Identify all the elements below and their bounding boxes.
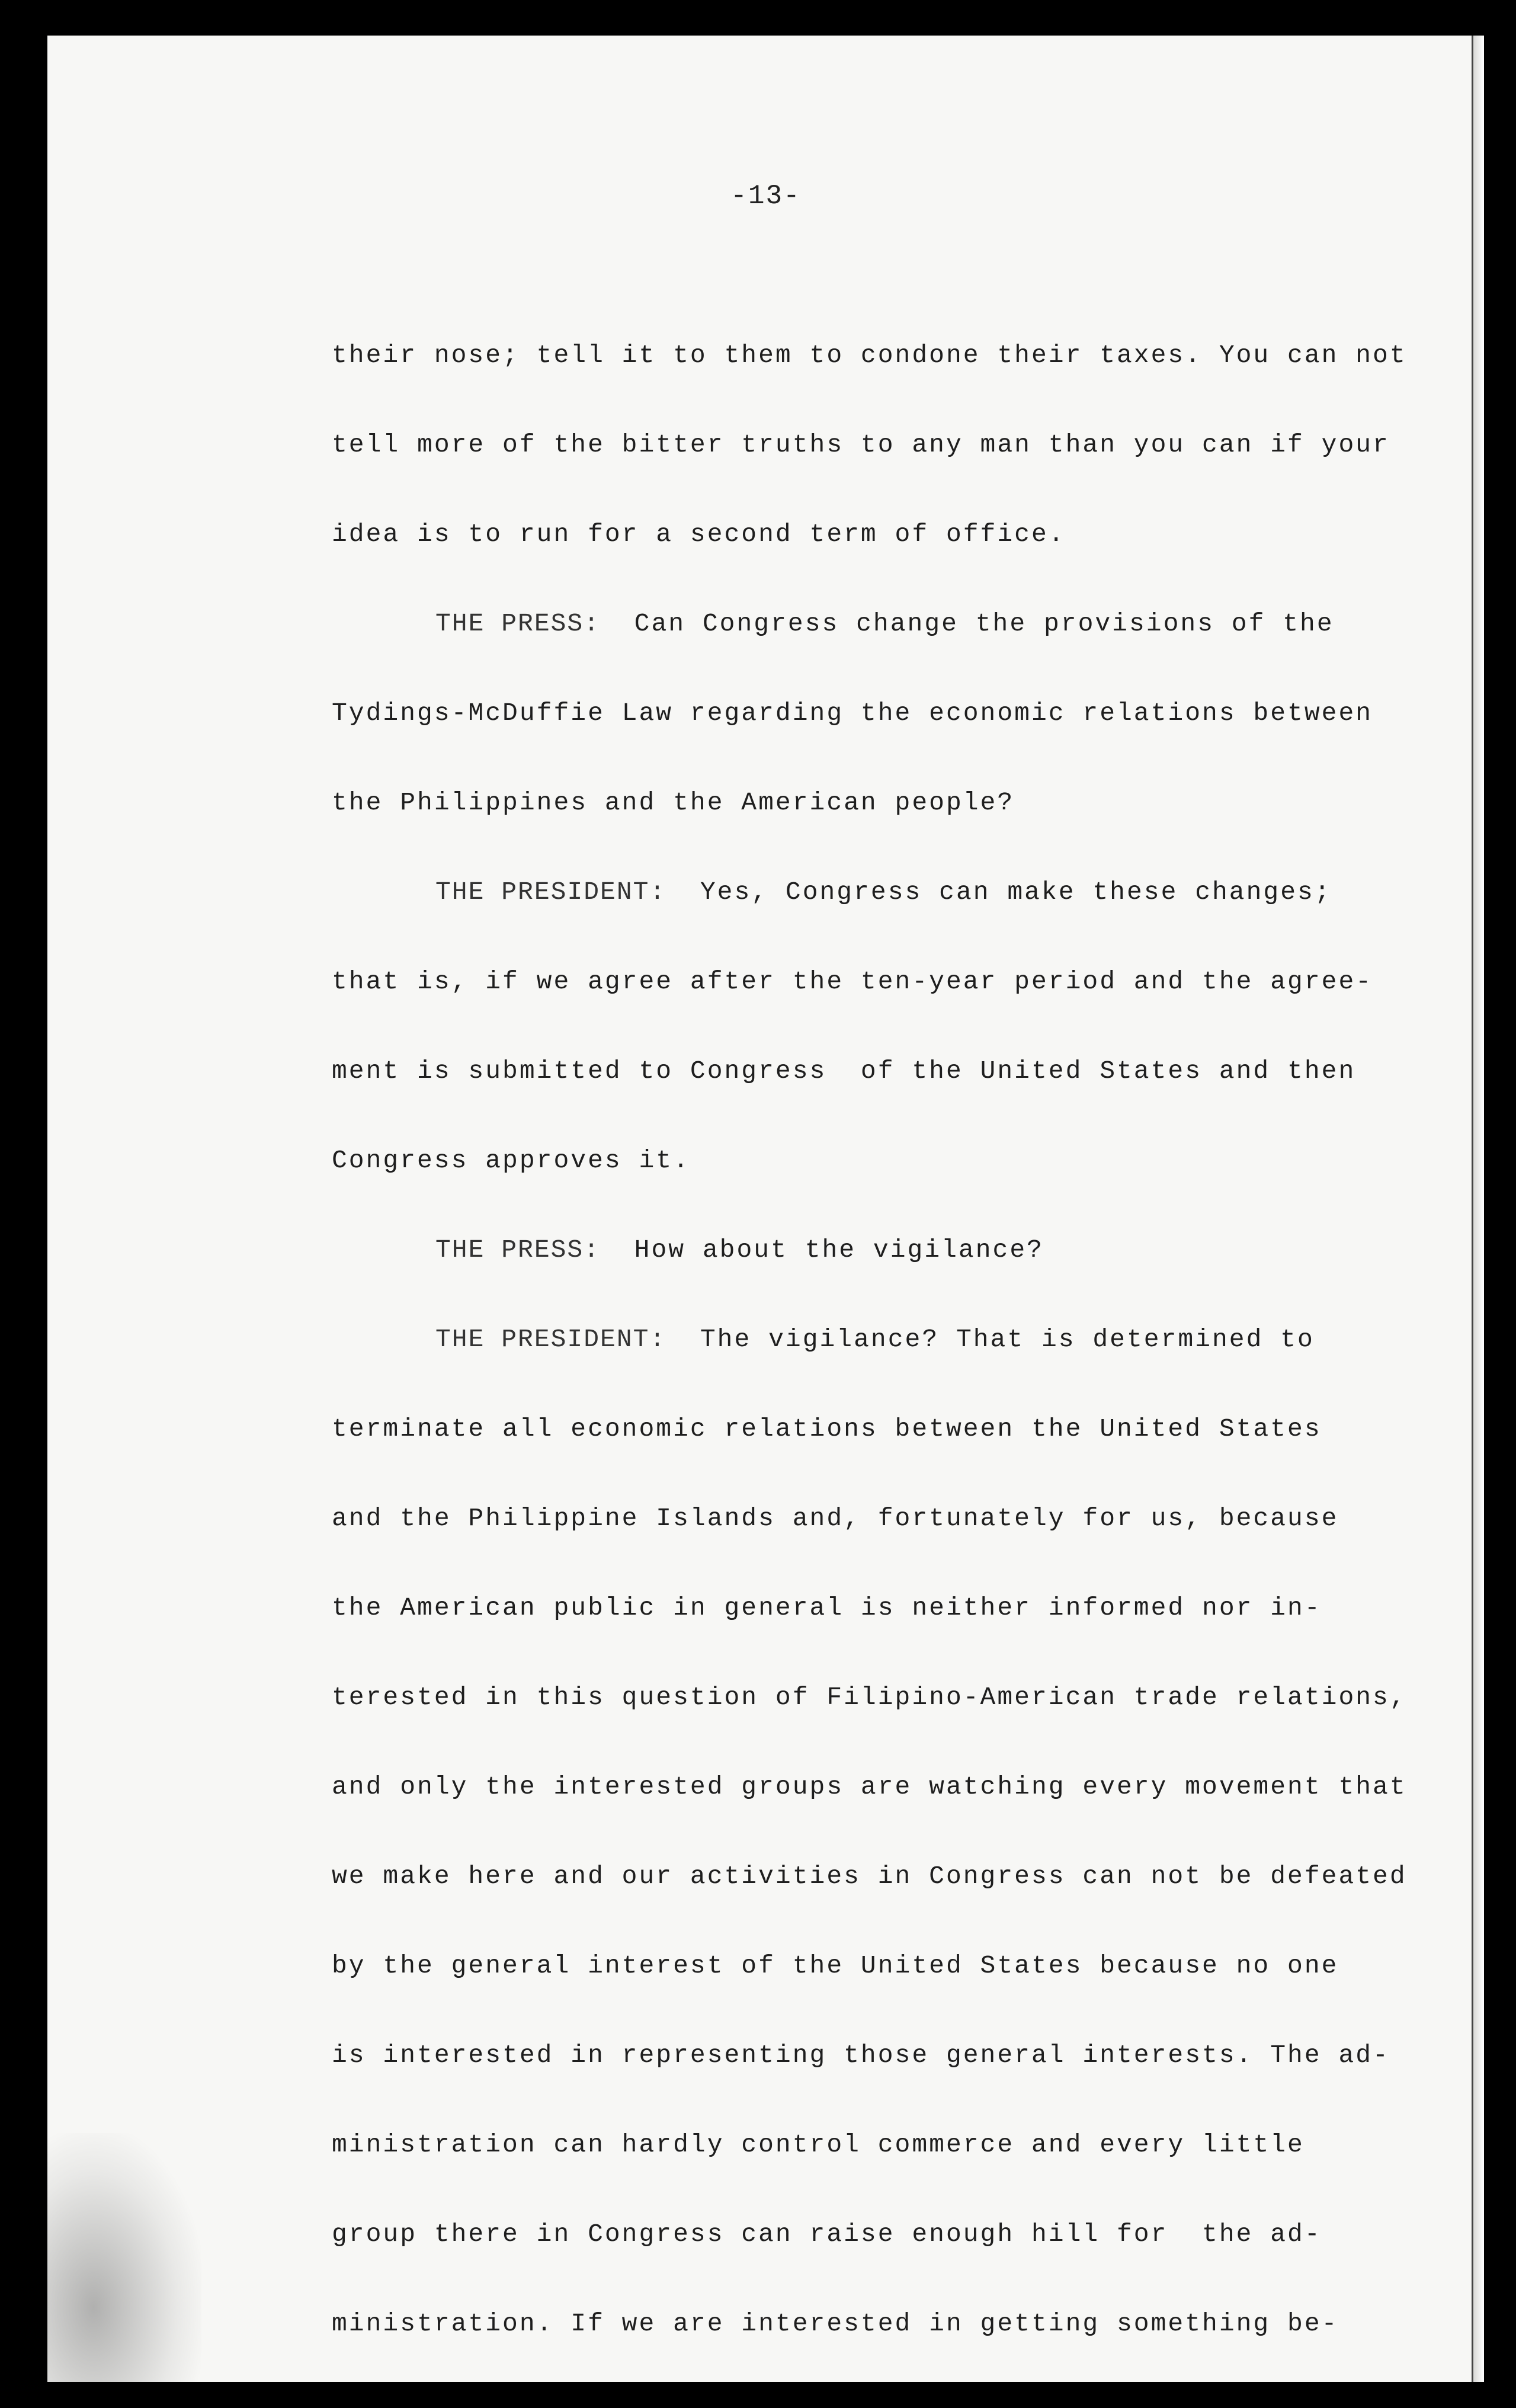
text-line bbox=[332, 1056, 1355, 1085]
text-line bbox=[332, 1504, 1338, 1533]
text-line bbox=[332, 1414, 1322, 1443]
line-text: Congress approves it. bbox=[332, 1146, 690, 1175]
line-text: Tydings-McDuffie Law regarding the economic relations between bbox=[332, 699, 1373, 728]
text-line bbox=[332, 1862, 1407, 1891]
page-smudge bbox=[47, 2133, 201, 2382]
line-text: by the general interest of the United States because no one bbox=[332, 1951, 1339, 1980]
text-line bbox=[332, 788, 1014, 817]
line-text: The vigilance? That is determined to bbox=[700, 1325, 1315, 1354]
text-line bbox=[332, 341, 1407, 370]
speaker-label: THE PRESIDENT: bbox=[435, 1325, 666, 1354]
line-text: their nose; tell it to them to condone their taxes. You can not bbox=[332, 341, 1407, 370]
line-text: Yes, Congress can make these changes; bbox=[700, 878, 1332, 907]
line-text: the Philippines and the American people? bbox=[332, 788, 1015, 817]
page-number: -13- bbox=[730, 181, 801, 212]
text-line bbox=[332, 520, 1066, 549]
dialogue-line bbox=[435, 609, 1334, 638]
line-text: and the Philippine Islands and, fortunately for us, because bbox=[332, 1504, 1339, 1533]
line-text: is interested in representing those general interests. The ad- bbox=[332, 2041, 1390, 2070]
text-line bbox=[332, 2309, 1338, 2338]
line-text: and only the interested groups are watching every movement that bbox=[332, 1772, 1407, 1801]
text-line bbox=[332, 1951, 1338, 1980]
text-line bbox=[332, 430, 1390, 459]
line-text: that is, if we agree after the ten-year period and the agree- bbox=[332, 967, 1373, 996]
line-text: terminate all economic relations between the United States bbox=[332, 1414, 1322, 1443]
line-text: ministration. If we are interested in getting something be- bbox=[332, 2309, 1339, 2338]
speaker-label: THE PRESIDENT: bbox=[435, 878, 666, 907]
speaker-label: THE PRESS: bbox=[435, 609, 601, 638]
dialogue-line bbox=[435, 878, 1332, 907]
line-text: ministration can hardly control commerce and every little bbox=[332, 2130, 1305, 2159]
document-page bbox=[47, 36, 1484, 2382]
text-line bbox=[332, 1146, 690, 1175]
dialogue-line bbox=[435, 1325, 1315, 1354]
line-text: group there in Congress can raise enough hill for the ad- bbox=[332, 2220, 1322, 2249]
line-text: terested in this question of Filipino-American trade relations, bbox=[332, 1683, 1407, 1712]
line-text: the American public in general is neither informed nor in- bbox=[332, 1593, 1322, 1622]
speaker-label: THE PRESS: bbox=[435, 1235, 601, 1264]
line-text: idea is to run for a second term of office. bbox=[332, 520, 1066, 549]
text-line bbox=[332, 2130, 1305, 2159]
text-line bbox=[332, 1772, 1407, 1801]
line-text: we make here and our activities in Congress can not be defeated bbox=[332, 1862, 1407, 1891]
text-line bbox=[332, 2041, 1390, 2070]
text-line bbox=[332, 1593, 1322, 1622]
text-line bbox=[332, 1683, 1407, 1712]
dialogue-line bbox=[435, 1235, 1044, 1264]
line-text: How about the vigilance? bbox=[634, 1235, 1044, 1264]
line-text: ment is submitted to Congress of the United States and then bbox=[332, 1056, 1356, 1085]
line-text: tell more of the bitter truths to any man than you can if your bbox=[332, 430, 1390, 459]
line-text: Can Congress change the provisions of the bbox=[634, 609, 1334, 638]
text-line bbox=[332, 699, 1373, 728]
page-edge bbox=[1472, 36, 1484, 2382]
text-line bbox=[332, 967, 1373, 996]
text-line bbox=[332, 2220, 1322, 2249]
